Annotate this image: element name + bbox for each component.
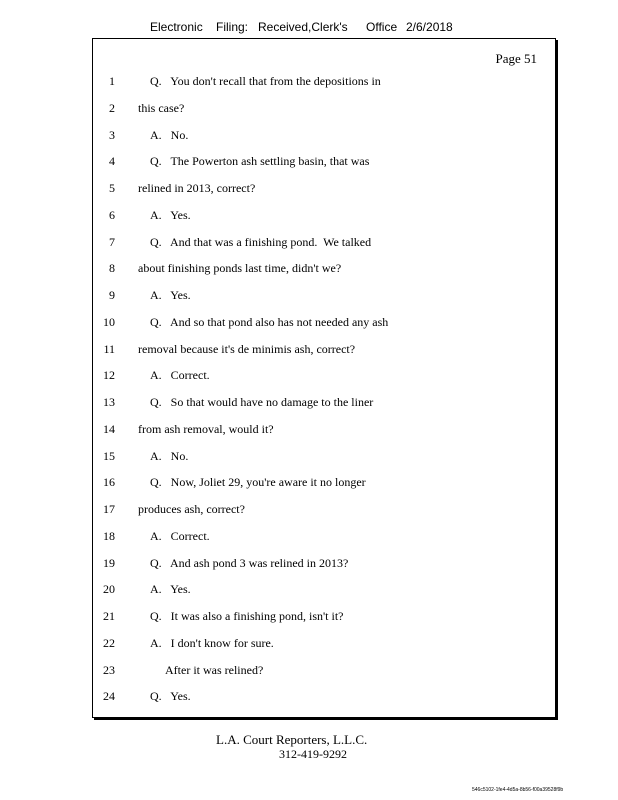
line-text: A. Yes. xyxy=(150,288,191,302)
header-filing: Filing: xyxy=(216,20,249,34)
line-number: 15 xyxy=(103,448,115,463)
line-number: 7 xyxy=(109,234,115,249)
transcript-line xyxy=(93,179,555,197)
header-received: Received,Clerk's xyxy=(258,20,348,34)
line-number: 14 xyxy=(103,421,115,436)
transcript-page xyxy=(92,38,556,718)
transcript-line xyxy=(93,527,555,545)
header-office: Office xyxy=(366,20,398,34)
line-text: Q. Now, Joliet 29, you're aware it no longer xyxy=(150,475,366,490)
line-text: A. Correct. xyxy=(150,528,210,543)
transcript-line xyxy=(93,233,555,251)
line-text: Q. Yes. xyxy=(150,689,191,704)
line-number: 4 xyxy=(109,154,115,169)
line-number: 6 xyxy=(109,207,115,222)
line-text: Q. And ash pond 3 was relined in 2013? xyxy=(150,555,349,570)
line-text: from ash removal, would it? xyxy=(138,421,274,436)
line-number: 11 xyxy=(103,341,115,356)
footer-phone: 312-419-9292 xyxy=(279,747,347,761)
line-text: about finishing ponds last time, didn't we? xyxy=(138,261,342,276)
line-text: removal because it's de minimis ash, correct? xyxy=(138,341,356,356)
transcript-line xyxy=(93,500,555,518)
line-number: 9 xyxy=(109,288,115,302)
line-number: 17 xyxy=(103,502,115,516)
line-number: 24 xyxy=(103,689,115,704)
transcript-line xyxy=(93,259,555,277)
footer-company: L.A. Court Reporters, L.L.C. xyxy=(216,732,368,747)
header-electronic: Electronic xyxy=(150,20,203,34)
transcript-line xyxy=(93,473,555,491)
transcript-line xyxy=(93,206,555,224)
line-number: 21 xyxy=(103,609,115,623)
line-number: 22 xyxy=(103,635,115,650)
line-text: After it was relined? xyxy=(165,662,264,677)
line-number: 5 xyxy=(109,181,115,195)
document-hash: 546c5102-1fe4-4d5a-8b56-f00a39528f9b xyxy=(472,787,564,793)
line-text: A. I don't know for sure. xyxy=(150,635,274,650)
line-number: 23 xyxy=(103,662,115,677)
transcript-line xyxy=(93,580,555,598)
transcript-line xyxy=(93,366,555,384)
transcript-line xyxy=(93,634,555,652)
transcript-line xyxy=(93,286,555,304)
line-number: 2 xyxy=(109,100,115,115)
transcript-line xyxy=(93,661,555,679)
line-text: produces ash, correct? xyxy=(138,502,245,516)
line-text: Q. And that was a finishing pond. We talked xyxy=(150,234,372,249)
line-text: Q. So that would have no damage to the liner xyxy=(150,395,374,409)
line-number: 18 xyxy=(103,528,115,543)
transcript-line xyxy=(93,313,555,331)
transcript-line xyxy=(93,340,555,358)
line-text: A. Yes. xyxy=(150,582,191,597)
line-number: 20 xyxy=(103,582,115,597)
line-text: Q. And so that pond also has not needed any ash xyxy=(150,314,389,329)
transcript-line xyxy=(93,554,555,572)
line-number: 19 xyxy=(103,555,115,570)
line-number: 3 xyxy=(109,127,115,142)
transcript-line xyxy=(93,393,555,411)
line-text: A. Yes. xyxy=(150,207,191,222)
filing-header xyxy=(150,20,453,34)
header-date: 2/6/2018 xyxy=(406,20,453,34)
transcript-line xyxy=(93,687,555,705)
line-text: A. Correct. xyxy=(150,368,210,383)
transcript-line xyxy=(93,99,555,117)
transcript-line xyxy=(93,420,555,438)
line-text: this case? xyxy=(138,100,185,115)
transcript-line xyxy=(93,72,555,90)
page-number: Page 51 xyxy=(495,51,537,66)
transcript-line xyxy=(93,152,555,170)
line-text: Q. You don't recall that from the depositions in xyxy=(150,74,381,88)
transcript-line xyxy=(93,126,555,144)
line-number: 12 xyxy=(103,368,115,383)
line-text: A. No. xyxy=(150,127,189,142)
transcript-line xyxy=(93,447,555,465)
line-number: 1 xyxy=(109,74,115,88)
line-text: A. No. xyxy=(150,448,189,463)
line-number: 8 xyxy=(109,261,115,276)
line-text: Q. The Powerton ash settling basin, that was xyxy=(150,154,370,169)
line-number: 10 xyxy=(103,314,115,329)
line-text: relined in 2013, correct? xyxy=(138,181,256,195)
line-number: 13 xyxy=(103,395,115,409)
line-text: Q. It was also a finishing pond, isn't it? xyxy=(150,609,344,623)
transcript-line xyxy=(93,607,555,625)
line-number: 16 xyxy=(103,475,115,490)
